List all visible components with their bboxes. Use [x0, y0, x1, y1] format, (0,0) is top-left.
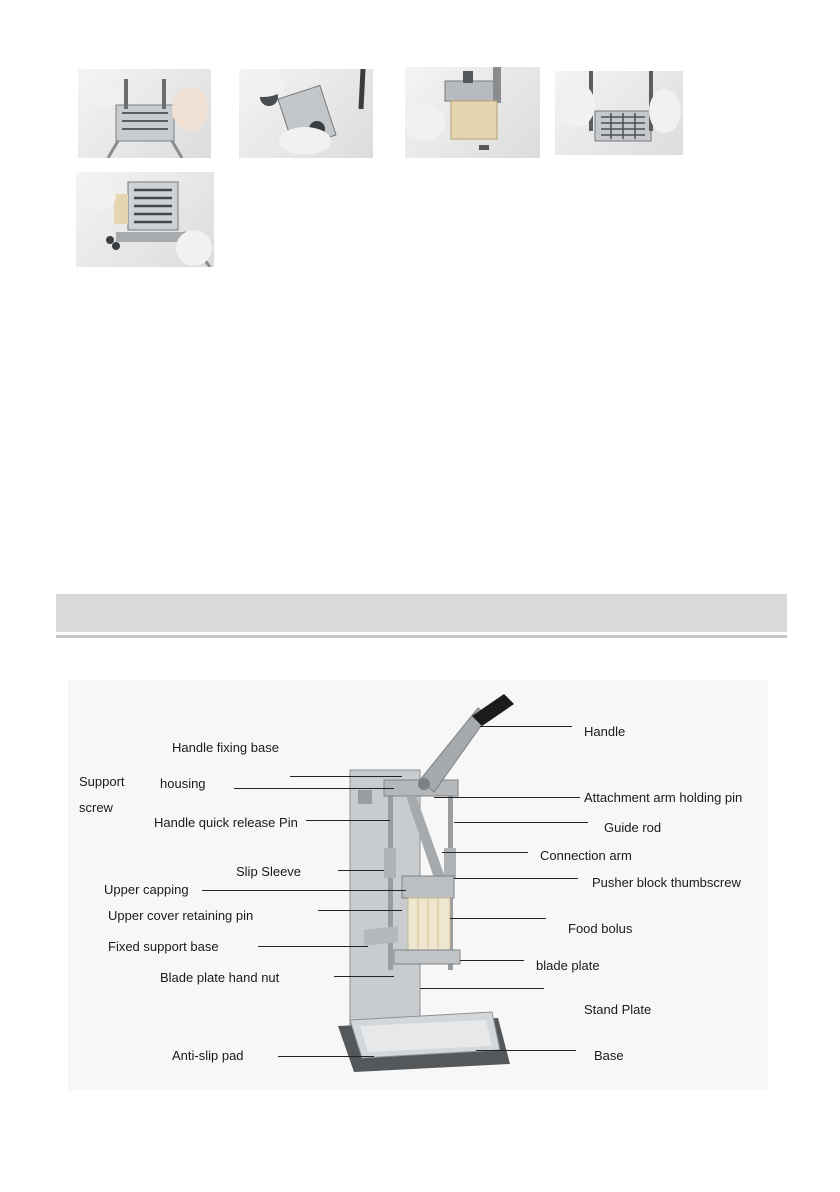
leader-food-bolus: [450, 918, 546, 919]
label-housing: housing: [160, 776, 206, 791]
leader-handle-quick-release-pin: [306, 820, 390, 821]
label-screw: screw: [79, 800, 113, 815]
hands-holding-pusher-block-icon: [405, 67, 540, 158]
leader-upper-capping: [202, 890, 406, 891]
leader-stand-plate: [420, 988, 544, 989]
label-connection-arm: Connection arm: [540, 848, 632, 863]
leader-handle: [480, 726, 572, 727]
label-guide-rod: Guide rod: [604, 820, 662, 835]
label-slip-sleeve: Slip Sleeve: [236, 864, 302, 879]
label-upper-capping: Upper capping: [104, 882, 189, 897]
leader-connection-arm: [442, 852, 528, 853]
label-support: Support: [79, 774, 125, 789]
hands-adjusting-blade-grid-icon: [78, 69, 211, 158]
leader-attachment-arm-holding-pin: [434, 797, 580, 798]
label-food-bolus: Food bolus: [568, 921, 633, 936]
leader-anti-slip-pad: [278, 1056, 374, 1057]
label-handle-fixing-base: Handle fixing base: [172, 740, 279, 755]
parts-diagram: [68, 680, 768, 1090]
label-anti-slip-pad: Anti-slip pad: [172, 1048, 244, 1063]
leader-guide-rod: [454, 822, 588, 823]
step-photo-1: [78, 69, 211, 158]
label-blade-plate-hand-nut: Blade plate hand nut: [160, 970, 280, 985]
leader-blade-plate-hand-nut: [334, 976, 394, 977]
step-photo-4: [555, 71, 683, 155]
leader-handle-fixing-base: [290, 776, 402, 777]
step-photo-5: [76, 172, 214, 267]
hands-removing-nut-icon: [239, 69, 373, 158]
label-stand-plate: Stand Plate: [584, 1002, 652, 1017]
step-photo-2: [239, 69, 373, 158]
label-handle-quick-release-pin: Handle quick release Pin: [154, 815, 298, 830]
label-attachment-arm-holding-pin: Attachment arm holding pin: [584, 790, 743, 805]
leader-pusher-block-thumbscrew: [454, 878, 578, 879]
leader-blade-plate: [460, 960, 524, 961]
section-header-bar: [56, 594, 787, 632]
label-base: Base: [594, 1048, 624, 1063]
label-handle: Handle: [584, 724, 626, 739]
label-pusher-block-thumbscrew: Pusher block thumbscrew: [592, 875, 741, 890]
label-blade-plate: blade plate: [536, 958, 600, 973]
hands-lifting-blade-plate-icon: [555, 71, 683, 155]
hands-inserting-blade-plate-icon: [76, 172, 214, 267]
leader-slip-sleeve: [338, 870, 384, 871]
leader-upper-cover-retaining-pin: [318, 910, 402, 911]
step-photo-3: [405, 67, 540, 158]
leader-housing: [234, 788, 394, 789]
leader-fixed-support-base: [258, 946, 368, 947]
leader-base: [476, 1050, 576, 1051]
section-divider: [56, 635, 787, 638]
label-fixed-support-base: Fixed support base: [108, 939, 219, 954]
label-upper-cover-retaining-pin: Upper cover retaining pin: [108, 908, 254, 923]
